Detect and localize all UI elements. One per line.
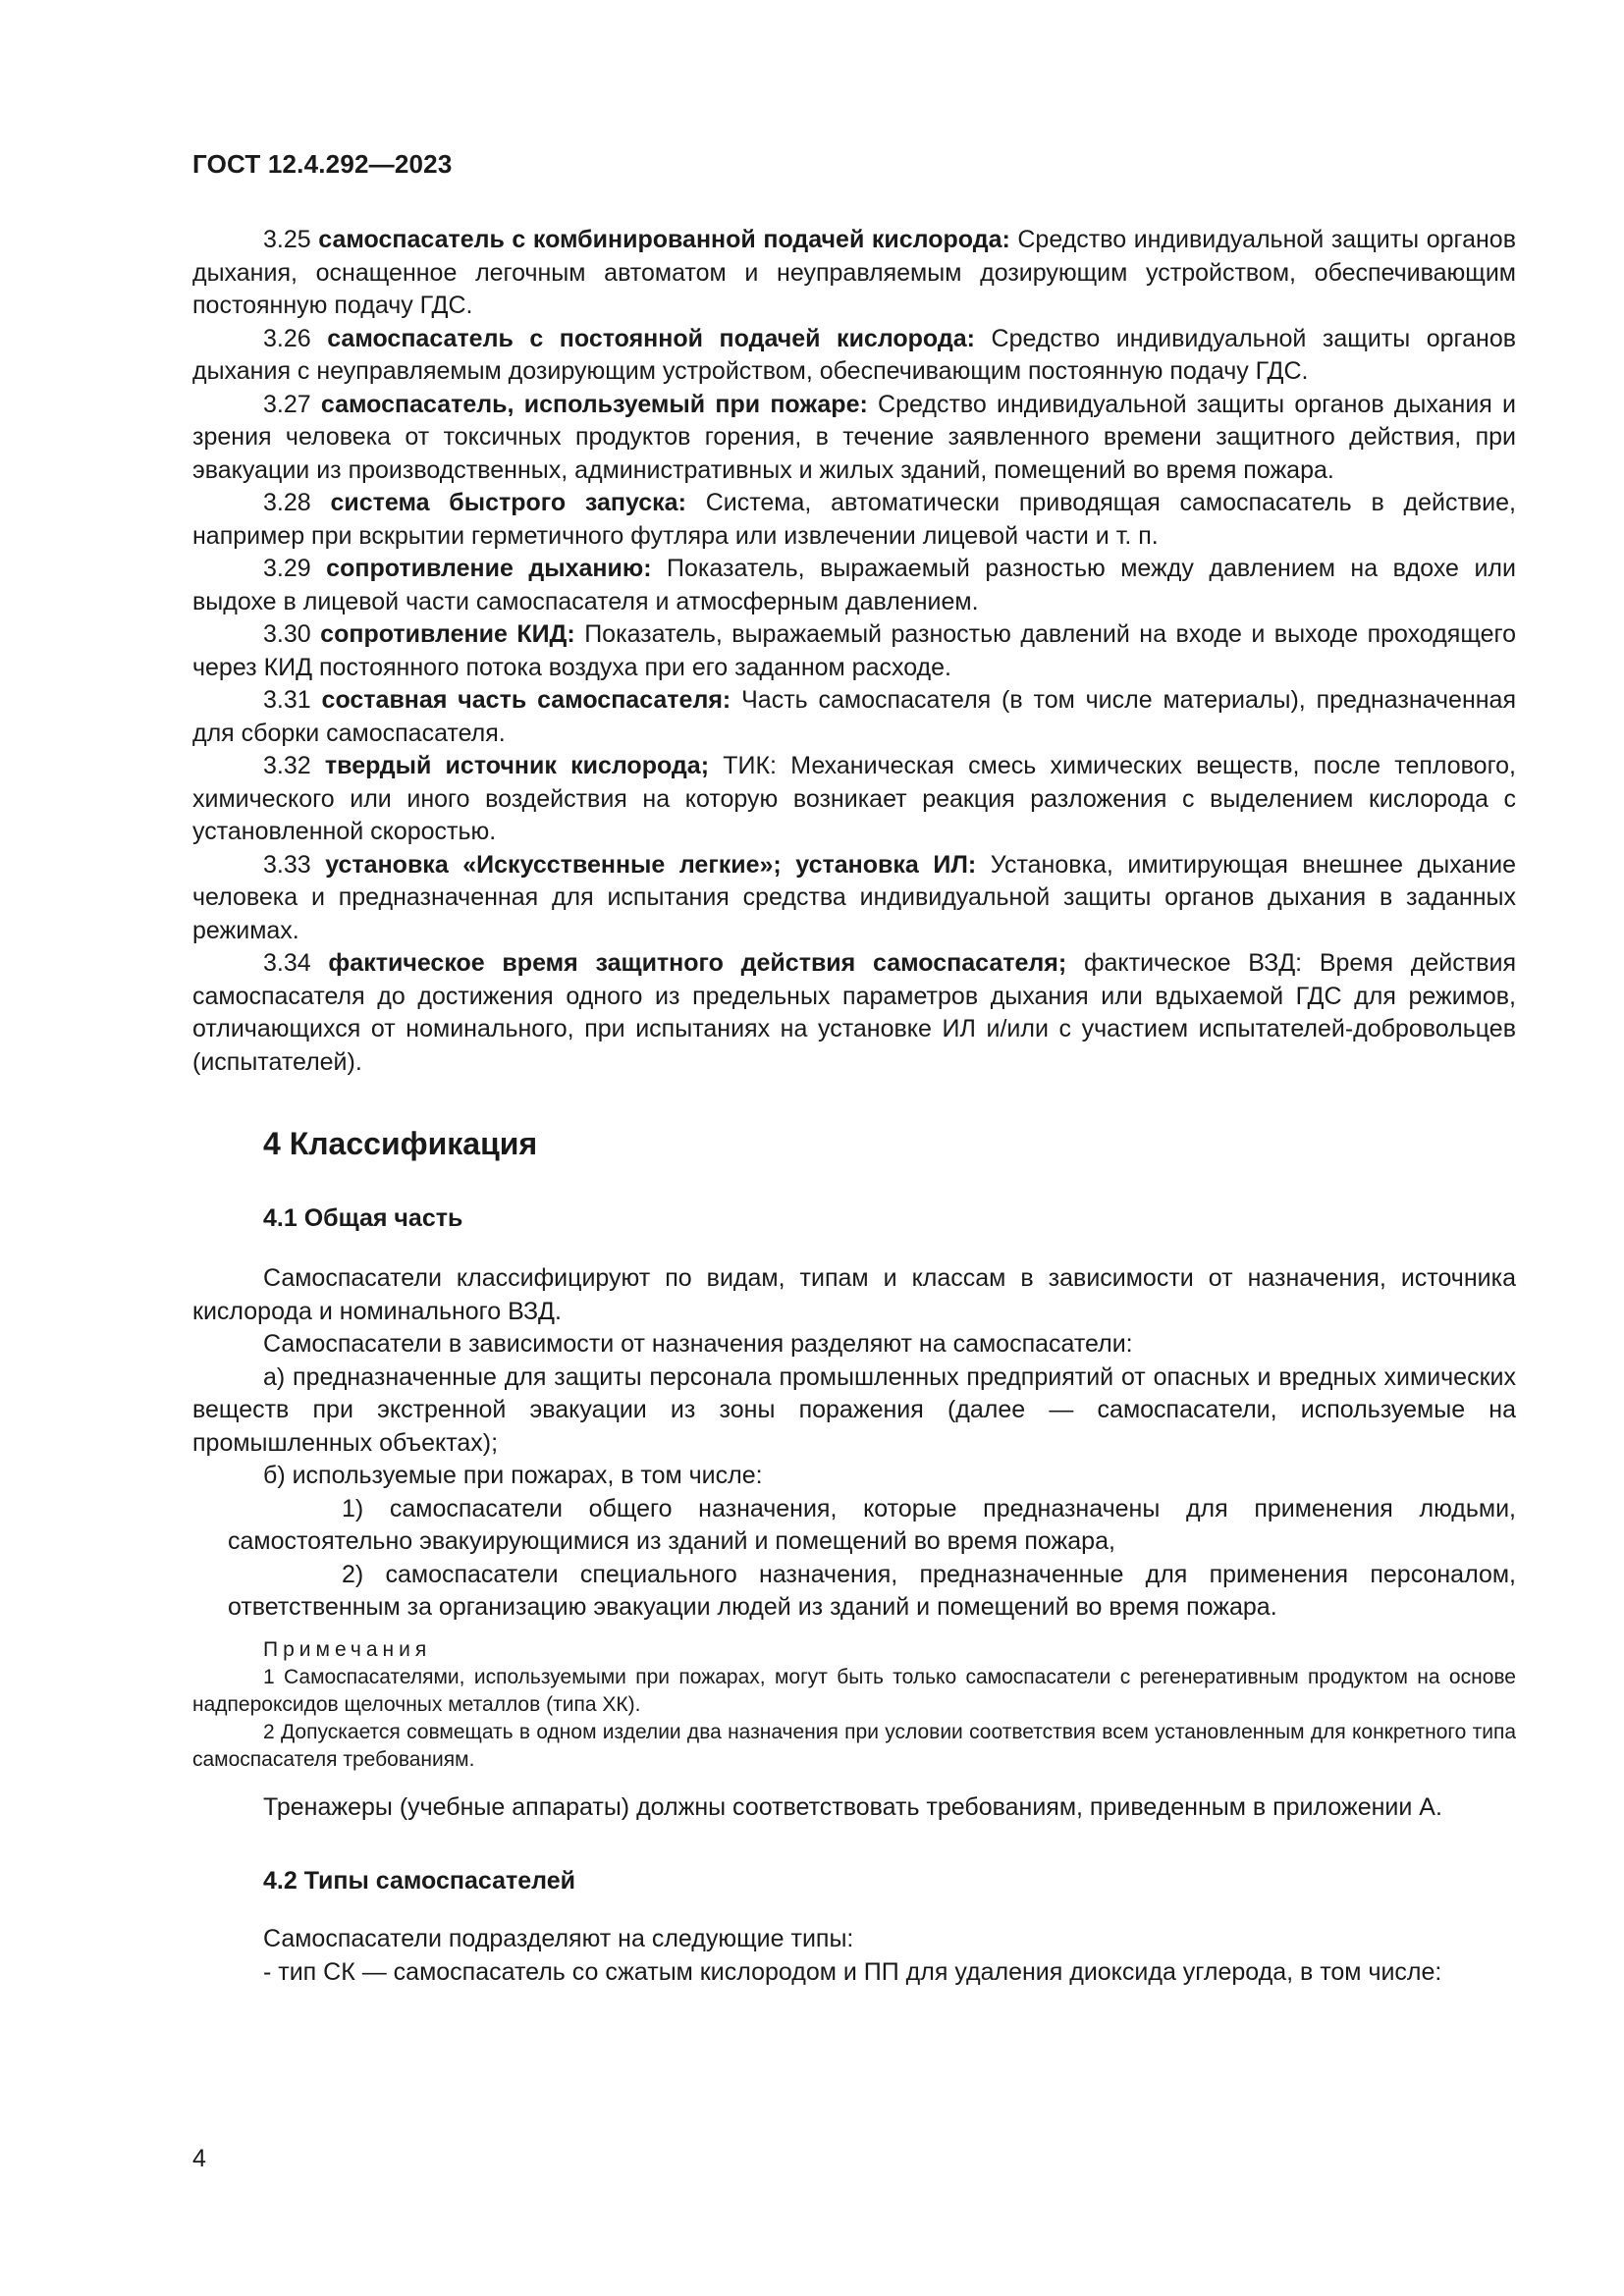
page-number: 4 <box>192 2145 206 2172</box>
definition-item <box>192 553 1516 618</box>
definition-text: фактическое ВЗД: Время действия самоспасателя до достижения одного из предельных параметров дыхания или вдыхаемой ГДС для режимов, отличающихся от номинального, при испытаниях на установке ИЛ и/или с участием испытателей-добровольцев (испытателей). <box>192 949 1516 1076</box>
definition-text: Часть самоспасателя (в том числе материалы), предназначенная для сборки самоспасателя. <box>192 686 1516 747</box>
notes-block <box>192 1636 1516 1774</box>
definition-item <box>192 323 1516 389</box>
definition-text: Средство индивидуальной защиты органов дыхания, оснащенное легочным автоматом и неуправляемым дозирующим устройством, обеспечивающим постоянную подачу ГДС. <box>192 226 1516 319</box>
paragraph: Самоспасатели подразделяют на следующие типы: <box>263 1925 854 1952</box>
definition-number: 3.33 <box>263 850 311 879</box>
paragraph: Самоспасатели в зависимости от назначения разделяют на самоспасатели: <box>263 1330 1133 1358</box>
definition-term: самоспасатель с постоянной подачей кислорода: <box>327 324 975 352</box>
definition-number: 3.29 <box>263 555 311 582</box>
definition-term: установка «Искусственные легкие»; установка ИЛ: <box>325 850 977 879</box>
definition-item <box>192 618 1516 684</box>
definition-number: 3.26 <box>263 324 311 352</box>
paragraph: Самоспасатели классифицируют по видам, типам и классам в зависимости от назначения, источника кислорода и номинального ВЗД. <box>192 1264 1516 1325</box>
definition-text: Показатель, выражаемый разностью между давлением на вдохе или выдохе в лицевой части самоспасателя и атмосферным давлением. <box>192 555 1516 615</box>
definition-number: 3.28 <box>263 489 311 516</box>
definition-term: фактическое время защитного действия самоспасателя; <box>328 949 1067 977</box>
definition-term: твердый источник кислорода; <box>324 752 710 779</box>
list-item-b1: 1) самоспасатели общего назначения, которые предназначены для применения людьми, самостоятельно эвакуирующимися из зданий и помещений во время пожара, <box>228 1494 1516 1555</box>
definition-item <box>192 487 1516 553</box>
list-item-a: а) предназначенные для защиты персонала промышленных предприятий от опасных и вредных химических веществ при экстренной эвакуации из зоны поражения (далее — самоспасатели, используемые на промышленных объектах); <box>192 1362 1516 1457</box>
definition-item <box>192 849 1516 948</box>
page-header: ГОСТ 12.4.292—2023 <box>192 149 453 179</box>
list-item-type-sk: - тип СК — самоспасатель со сжатым кислородом и ПП для удаления диоксида углерода, в том числе: <box>263 1957 1442 1986</box>
definition-term: самоспасатель, используемый при пожаре: <box>320 390 868 418</box>
subsection-title-4-2: 4.2 Типы самоспасателей <box>263 1867 575 1895</box>
section-title: 4 Классификация <box>263 1126 538 1161</box>
definition-text: Показатель, выражаемый разностью давлений на входе и выходе проходящего через КИД постоянного потока воздуха при его заданном расходе. <box>192 620 1517 681</box>
definition-number: 3.27 <box>263 390 311 418</box>
definition-number: 3.31 <box>263 686 311 714</box>
definition-number: 3.34 <box>263 949 311 977</box>
definition-term: система быстрого запуска: <box>330 489 686 516</box>
definition-number: 3.32 <box>263 752 311 779</box>
definition-term: составная часть самоспасателя: <box>321 686 731 714</box>
definition-text: Система, автоматически приводящая самоспасатель в действие, например при вскрытии герметичного футляра или извлечении лицевой части и т. п. <box>192 489 1516 550</box>
note-1: 1 Самоспасателями, используемыми при пожарах, могут быть только самоспасатели с регенеративным продуктом на основе надпероксидов щелочных металлов (типа ХК). <box>192 1665 1516 1716</box>
note-2: 2 Допускается совмещать в одном изделии два назначения при условии соответствия всем установленным для конкретного типа самоспасателя требованиям. <box>192 1720 1516 1771</box>
definition-text: ТИК: Механическая смесь химических веществ, после теплового, химического или иного воздействия на которую возникает реакция разложения с выделением кислорода с установленной скоростью. <box>192 752 1517 845</box>
definition-item <box>192 684 1516 750</box>
subsection-title-4-1: 4.1 Общая часть <box>263 1204 463 1232</box>
definitions-list <box>192 224 1516 1079</box>
paragraph: Тренажеры (учебные аппараты) должны соответствовать требованиям, приведенным в приложении А. <box>263 1792 1442 1821</box>
definition-term: самоспасатель с комбинированной подачей кислорода: <box>318 226 1010 253</box>
list-item-b: б) используемые при пожарах, в том числе: <box>263 1462 763 1489</box>
definition-item <box>192 750 1516 849</box>
definition-number: 3.25 <box>263 226 311 253</box>
definition-text: Средство индивидуальной защиты органов дыхания и зрения человека от токсичных продуктов горения, в течение заявленного времени защитного действия, при эвакуации из производственных, административных и жилых зданий, помещений во время пожара. <box>192 390 1517 484</box>
definition-text: Установка, имитирующая внешнее дыхание человека и предназначенная для испытания средства индивидуальной защиты органов дыхания в заданных режимах. <box>192 850 1516 944</box>
definition-term: сопротивление КИД: <box>320 620 575 648</box>
definition-term: сопротивление дыханию: <box>326 555 652 582</box>
definition-text: Средство индивидуальной защиты органов дыхания с неуправляемым дозирующим устройством, обеспечивающим постоянную подачу ГДС. <box>192 324 1517 385</box>
definition-number: 3.30 <box>263 620 311 648</box>
document-body <box>192 224 1516 1989</box>
definition-item <box>192 389 1516 488</box>
list-item-b2: 2) самоспасатели специального назначения, предназначенные для применения персоналом, ответственным за организацию эвакуации людей из зданий и помещений во время пожара. <box>228 1560 1516 1621</box>
notes-title: Примечания <box>263 1637 432 1661</box>
definition-item <box>192 224 1516 323</box>
definition-item <box>192 947 1516 1079</box>
